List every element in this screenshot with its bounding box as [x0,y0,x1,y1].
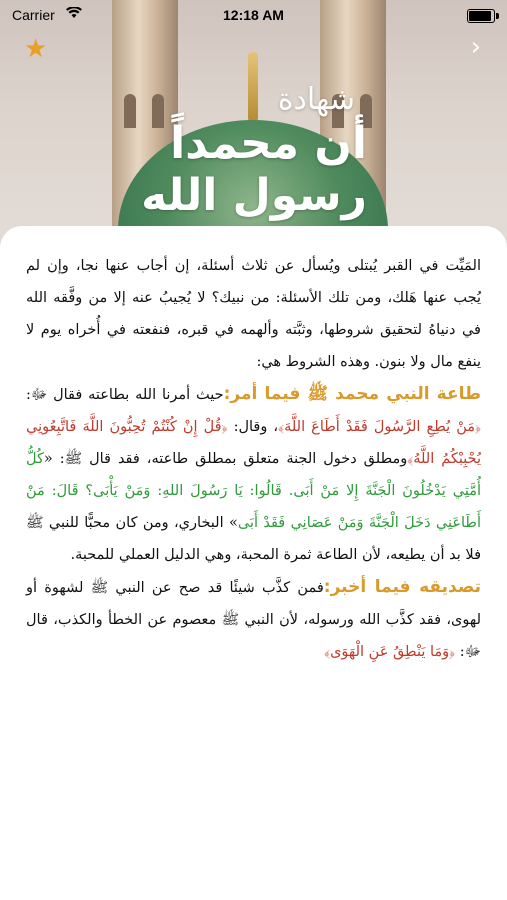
section-obedience [26,378,481,571]
status-time: 12:18 AM [223,7,284,23]
hero-title-line3: رسول الله [141,170,367,221]
content-card [0,226,507,900]
intro-paragraph: المَيِّت في القبر يُبتلى ويُسأل عن ثلاث أسئلة، إن أجاب عنها نجا، وإن لم يُجب عنها هَلك، ومن تلك الأسئلة: من نبيك؟ لا يُجيبُ عنه إلا من وفَّقه الله في دنياهُ لتحقيق شروطها، وثبَّته وألهمه في قبره، فنفعته في أُخراه يوم لا ينفع مال ولا بنون. وهذه الشروط هي: [26,258,481,370]
hero-title-line1: شهادة [277,82,355,117]
quran-verse: ﴿قُلْ إِنْ كُنْتُمْ تُحِبُّونَ اللَّهَ فَاتَّبِعُونِي يُحْبِبْكُمُ اللَّهُ﴾ [26,419,482,467]
text-span: » البخاري، ومن كان محبًّا للنبي ﷺ فلا بد أن يطيعه، لأن الطاعة ثمرة المحبة، وهي الدليل العملي للمحبة. [26,515,481,563]
hadith-text: كُلُّ أُمَّتِي يَدْخُلُونَ الْجَنَّةَ إِلا مَنْ أَبَى. قَالُوا: يَا رَسُولَ اللهِ: وَمَنْ يَأْبَى؟ قَالَ: مَنْ أَطَاعَنِي دَخَلَ الْجَنَّةَ وَمَنْ عَصَانِي فَقَدْ أَبَى [26,451,481,531]
article-body [26,250,481,668]
carrier-label: Carrier [12,7,55,23]
section-heading-obedience: طاعة النبي محمد ﷺ فيما أمر: [223,384,481,404]
battery-level [469,11,491,21]
quran-verse: ﴿وَمَا يَنْطِقُ عَنِ الْهَوَى﴾ [324,644,456,660]
hero-banner [0,0,507,260]
text-span: حيث أمرنا الله بطاعته فقال ﷻ: [26,387,224,403]
star-icon[interactable]: ★ [24,34,48,64]
section-belief [26,571,481,668]
section-heading-belief: تصديقه فيما أخبر: [323,577,481,597]
hero-title-line2: أن محمداً [170,118,367,169]
battery-icon [467,9,495,23]
text-span: ، وقال: [227,419,279,435]
status-bar [0,0,507,30]
quran-verse: ﴿مَنْ يُطِعِ الرَّسُولَ فَقَدْ أَطَاعَ اللَّهَ﴾ [278,419,481,435]
hero-title [127,82,367,222]
chevron-right-icon[interactable]: › [470,32,481,62]
text-span: فمن كذَّب شيئًا قد صح عن النبي ﷺ لشهوة أو لهوى، فقد كذَّب الله ورسوله، لأن النبي ﷺ معصوم عن الخطأ والكذب، قال ﷻ: [26,580,481,660]
text-span: ومطلق دخول الجنة متعلق بمطلق طاعته، فقد قال ﷺ: « [43,451,408,467]
